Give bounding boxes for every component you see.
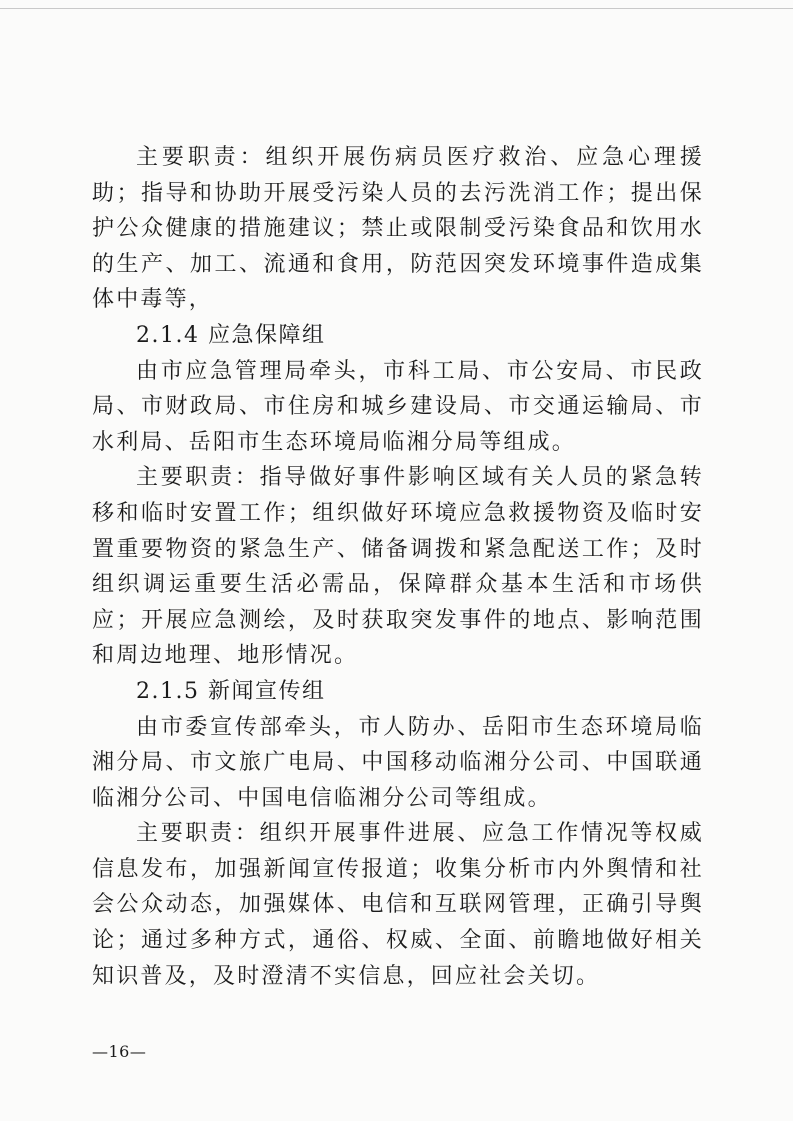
- section-heading-2-1-4: 2.1.4 应急保障组: [136, 322, 326, 348]
- document-body: [92, 140, 704, 994]
- members-support-paragraph: 由市应急管理局牵头，市科工局、市公安局、市民政局、市财政局、市住房和城乡建设局、市交通运输局、市水利局、岳阳市生态环境局临湘分局等组成。: [92, 358, 704, 455]
- section-heading-2-1-5: 2.1.5 新闻宣传组: [136, 678, 326, 704]
- duties-medical-paragraph: 主要职责：组织开展伤病员医疗救治、应急心理援助；指导和协助开展受污染人员的去污洗消工作；提出保护公众健康的措施建议；禁止或限制受污染食品和饮用水的生产、加工、流通和食用，防范因突发环境事件造成集体中毒等，: [92, 145, 704, 313]
- top-rule: [0, 8, 793, 9]
- duties-publicity-paragraph: 主要职责：组织开展事件进展、应急工作情况等权威信息发布，加强新闻宣传报道；收集分析市内外舆情和社会公众动态，加强媒体、电信和互联网管理，正确引导舆论；通过多种方式，通俗、权威、全面、前瞻地做好相关知识普及，及时澄清不实信息，回应社会关切。: [92, 821, 704, 989]
- members-publicity-paragraph: 由市委宣传部牵头，市人防办、岳阳市生态环境局临湘分局、市文旅广电局、中国移动临湘分公司、中国联通临湘分公司、中国电信临湘分公司等组成。: [92, 714, 704, 811]
- page-number: —16—: [92, 1042, 147, 1061]
- duties-support-paragraph: 主要职责：指导做好事件影响区域有关人员的紧急转移和临时安置工作；组织做好环境应急救援物资及临时安置重要物资的紧急生产、储备调拨和紧急配送工作；及时组织调运重要生活必需品，保障群众基本生活和市场供应；开展应急测绘，及时获取突发事件的地点、影响范围和周边地理、地形情况。: [92, 465, 704, 669]
